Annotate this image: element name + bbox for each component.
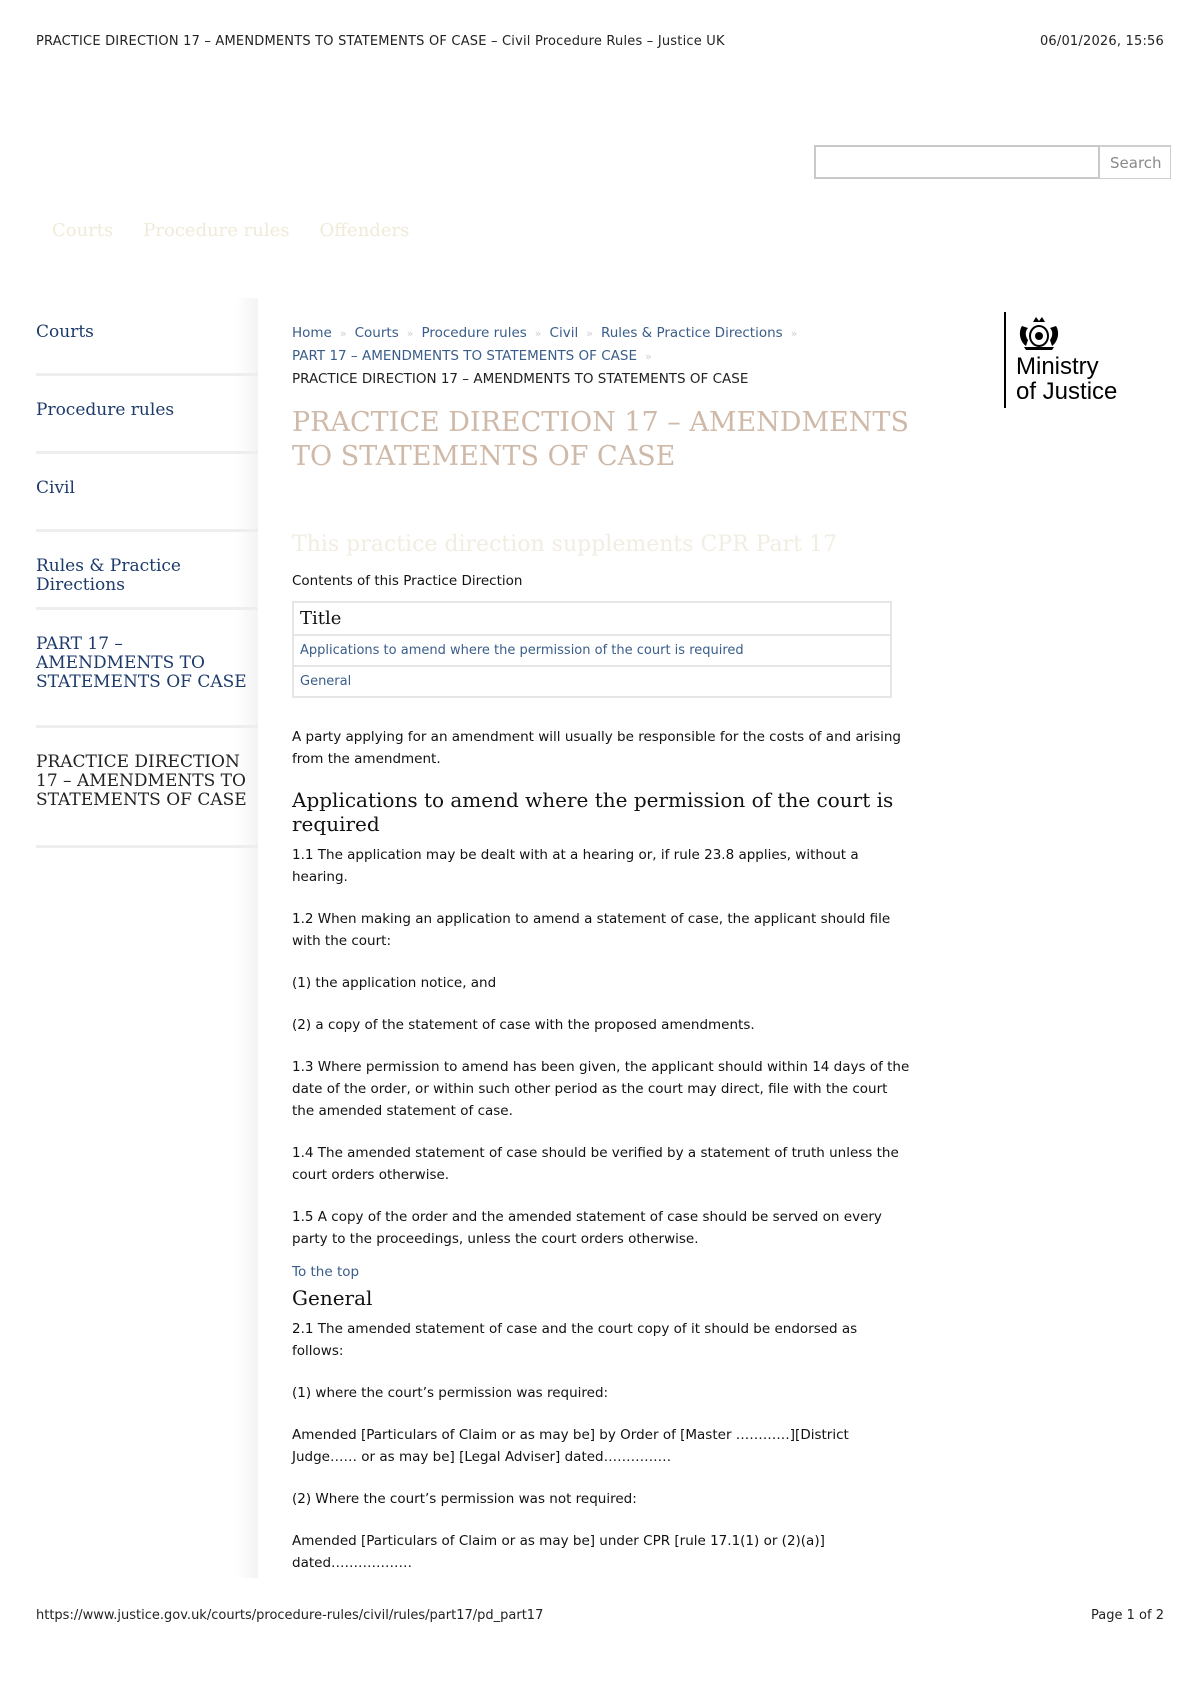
breadcrumb-part-17[interactable]: PART 17 – AMENDMENTS TO STATEMENTS OF CASE <box>292 348 637 364</box>
section-heading: Applications to amend where the permission of the court is required <box>292 788 894 836</box>
paragraph-1-2: 1.2 When making an application to amend a statement of case, the applicant should file with the court: <box>292 911 891 949</box>
intro-paragraph: A party applying for an amendment will usually be responsible for the costs of and arising from the amendment. <box>292 729 901 767</box>
logo-line-1: Ministry <box>1016 353 1099 380</box>
ministry-of-justice-logo[interactable] <box>1004 312 1134 408</box>
sidebar <box>36 298 258 1578</box>
contents-link-applications[interactable]: Applications to amend where the permission of the court is required <box>300 643 744 658</box>
breadcrumb-current: PRACTICE DIRECTION 17 – AMENDMENTS TO STATEMENTS OF CASE <box>292 371 749 387</box>
breadcrumb-courts[interactable]: Courts <box>354 325 399 341</box>
print-header-title: PRACTICE DIRECTION 17 – AMENDMENTS TO STATEMENTS OF CASE – Civil Procedure Rules – Justice UK <box>36 34 725 49</box>
contents-table-header: Title <box>293 602 891 635</box>
section-heading: General <box>292 1286 373 1310</box>
print-footer-url: https://www.justice.gov.uk/courts/procedure-rules/civil/rules/part17/pd_part17 <box>36 1608 544 1623</box>
top-nav-procedure-rules[interactable]: Procedure rules <box>143 220 290 241</box>
print-header-datetime: 06/01/2026, 15:56 <box>1039 34 1164 49</box>
main-content <box>292 322 912 1574</box>
breadcrumb-separator: » <box>534 327 542 340</box>
paragraph-1-4: 1.4 The amended statement of case should be verified by a statement of truth unless the court orders otherwise. <box>292 1145 899 1183</box>
breadcrumb <box>292 322 912 390</box>
print-header <box>36 34 1164 54</box>
sidebar-item-civil[interactable]: Civil <box>36 454 258 532</box>
contents-link-general[interactable]: General <box>300 674 352 689</box>
logo-rule <box>1004 312 1006 408</box>
table-row <box>293 635 891 666</box>
logo-text <box>1016 354 1117 404</box>
page-title: PRACTICE DIRECTION 17 – AMENDMENTS TO STATEMENTS OF CASE <box>292 407 909 472</box>
top-nav-offenders[interactable]: Offenders <box>319 220 410 241</box>
paragraph-1-1: 1.1 The application may be dealt with at a hearing or, if rule 23.8 applies, without a hearing. <box>292 847 859 885</box>
search-bar <box>814 145 1171 179</box>
breadcrumb-rules-practice-directions[interactable]: Rules & Practice Directions <box>600 325 783 341</box>
breadcrumb-separator: » <box>790 327 798 340</box>
paragraph-1-3: 1.3 Where permission to amend has been given, the applicant should within 14 days of the date of the order, or within such other period as the court may direct, file with the court the amended statement of case. <box>292 1059 910 1119</box>
paragraph-endorsement-2: Amended [Particulars of Claim or as may be] under CPR [rule 17.1(1) or (2)(a)] dated……………… <box>292 1533 825 1571</box>
breadcrumb-separator: » <box>406 327 414 340</box>
sidebar-item-part-17[interactable]: PART 17 – AMENDMENTS TO STATEMENTS OF CASE <box>36 610 258 728</box>
print-footer-page: Page 1 of 2 <box>1091 1608 1164 1623</box>
section-applications <box>292 788 912 1250</box>
breadcrumb-procedure-rules[interactable]: Procedure rules <box>421 325 527 341</box>
to-the-top-link[interactable]: To the top <box>292 1264 360 1280</box>
page-subtitle: This practice direction supplements CPR Part 17 <box>292 532 837 557</box>
paragraph-1-2-1: (1) the application notice, and <box>292 975 497 991</box>
search-input[interactable] <box>814 145 1100 179</box>
print-footer <box>36 1608 1164 1628</box>
contents-label: Contents of this Practice Direction <box>292 573 523 589</box>
paragraph-endorsement-1: Amended [Particulars of Claim or as may be] by Order of [Master …………][District Judge…… or as may be] [Legal Adviser] dated…………… <box>292 1427 849 1465</box>
paragraph-2-1-2: (2) Where the court’s permission was not required: <box>292 1491 637 1507</box>
paragraph-2-1: 2.1 The amended statement of case and the court copy of it should be endorsed as follows: <box>292 1321 858 1359</box>
sidebar-item-procedure-rules[interactable]: Procedure rules <box>36 376 258 454</box>
breadcrumb-separator: » <box>586 327 593 340</box>
contents-table <box>292 601 892 698</box>
logo-line-2: of Justice <box>1016 378 1118 405</box>
paragraph-1-5: 1.5 A copy of the order and the amended statement of case should be served on every party to the proceedings, unless the court orders otherwise. <box>292 1209 882 1247</box>
top-nav-courts[interactable]: Courts <box>52 220 114 241</box>
table-row <box>293 666 891 697</box>
search-button[interactable]: Search <box>1100 145 1171 179</box>
top-nav <box>52 220 409 241</box>
breadcrumb-separator: » <box>339 327 347 340</box>
royal-crest-icon <box>1016 314 1062 350</box>
paragraph-1-2-2: (2) a copy of the statement of case with the proposed amendments. <box>292 1017 755 1033</box>
sidebar-item-practice-direction-17[interactable]: PRACTICE DIRECTION 17 – AMENDMENTS TO STATEMENTS OF CASE <box>36 728 258 848</box>
section-general <box>292 1286 912 1574</box>
paragraph-2-1-1: (1) where the court’s permission was required: <box>292 1385 609 1401</box>
breadcrumb-separator: » <box>644 350 652 363</box>
breadcrumb-home[interactable]: Home <box>292 325 332 341</box>
breadcrumb-civil[interactable]: Civil <box>549 325 579 341</box>
sidebar-item-courts[interactable]: Courts <box>36 298 258 376</box>
sidebar-item-rules-practice-directions[interactable]: Rules & Practice Directions <box>36 532 258 610</box>
